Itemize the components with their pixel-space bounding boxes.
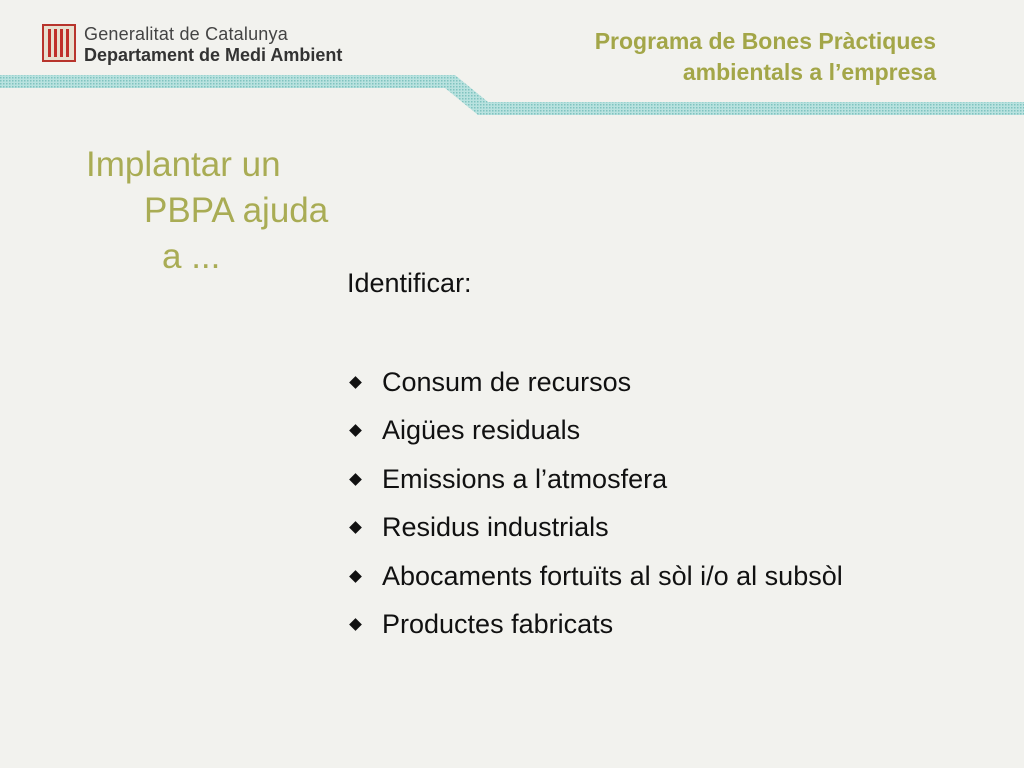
diamond-bullet-icon <box>349 376 362 389</box>
program-title-line-2: ambientals a l’empresa <box>682 59 936 85</box>
bullet-text: Productes fabricats <box>382 609 614 640</box>
title-line-3: a ... <box>162 237 221 276</box>
bullet-item <box>347 455 1007 504</box>
bullet-item <box>347 358 1007 407</box>
bullet-text: Emissions a l’atmosfera <box>382 463 668 494</box>
slide-title <box>86 142 386 280</box>
department-name: Departament de Medi Ambient <box>84 45 343 65</box>
diamond-bullet-icon <box>349 473 362 486</box>
generalitat-logo-icon <box>42 24 76 62</box>
slide-body <box>347 266 1007 649</box>
bullet-list <box>347 358 1007 649</box>
bullet-text: Consum de recursos <box>382 366 632 397</box>
intro-text: Identificar: <box>347 268 472 298</box>
decorative-band <box>0 74 1024 118</box>
title-line-1: Implantar un <box>86 145 281 184</box>
diamond-bullet-icon <box>349 618 362 631</box>
diamond-bullet-icon <box>349 570 362 583</box>
bullet-text: Residus industrials <box>382 512 609 543</box>
title-line-2: PBPA ajuda <box>144 191 329 230</box>
bullet-text: Abocaments fortuïts al sòl i/o al subsòl <box>382 560 843 591</box>
bullet-text: Aigües residuals <box>382 415 581 446</box>
organization-name: Generalitat de Catalunya <box>84 24 288 44</box>
program-title-line-1: Programa de Bones Pràctiques <box>594 28 936 54</box>
bullet-item <box>347 601 1007 650</box>
diamond-bullet-icon <box>349 424 362 437</box>
slide-header <box>0 0 1024 120</box>
bullet-item <box>347 552 1007 601</box>
bullet-item <box>347 504 1007 553</box>
diamond-bullet-icon <box>349 521 362 534</box>
bullet-item <box>347 407 1007 456</box>
